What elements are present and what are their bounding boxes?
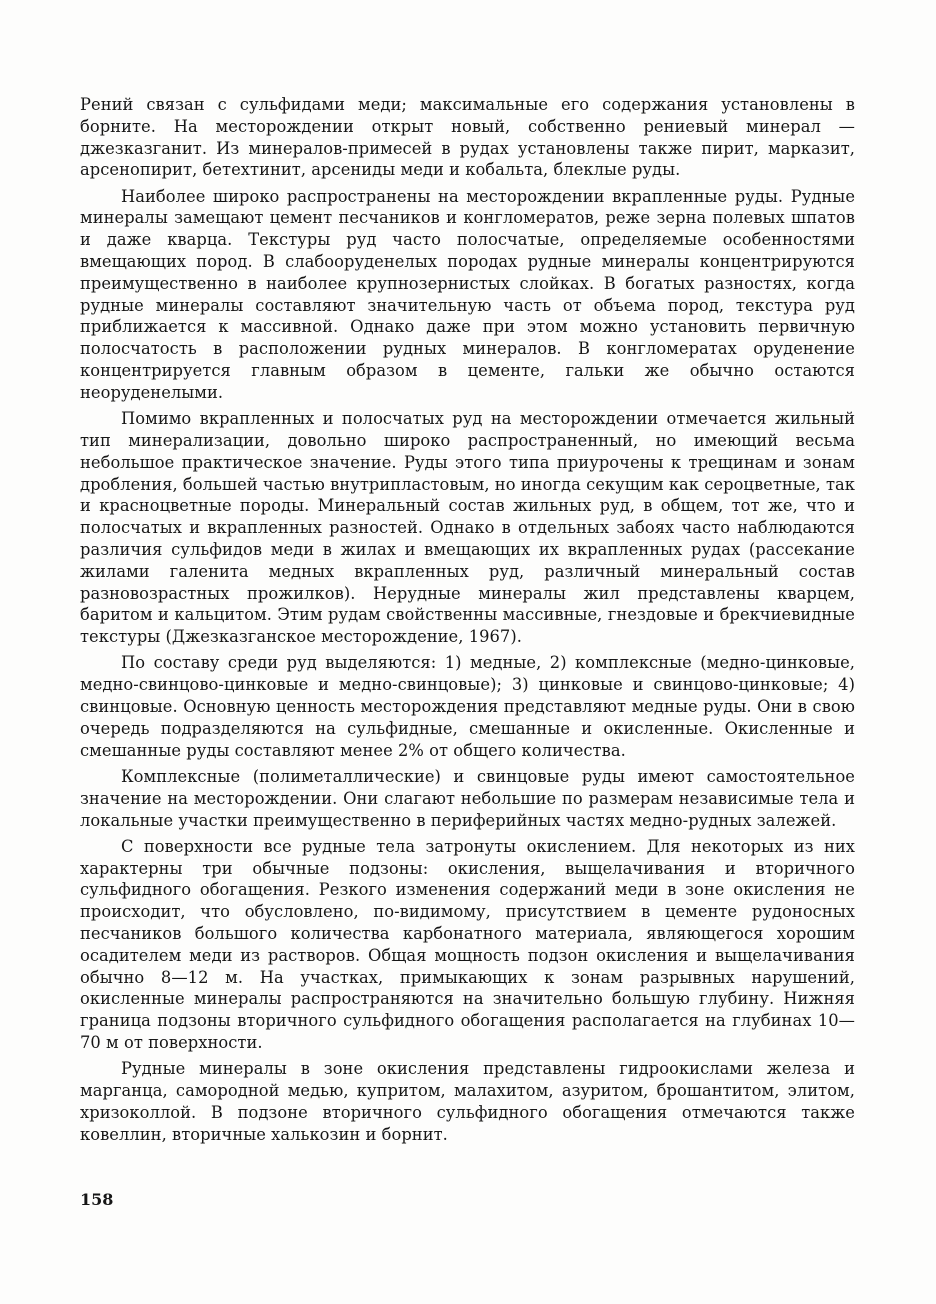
paragraph-2: Наиболее широко распространены на месторождении вкрапленные руды. Рудные минералы замещают цемент песчаников и конгломератов, реже зерна полевых шпатов и даже кварца. Текстуры руд часто полосчатые, определяемые особенностями вмещающих пород. В слабооруденелых породах рудные минералы концентрируются преимущественно в наиболее крупнозернистых слойках. В богатых разностях, когда рудные минералы составляют значительную часть от объема пород, текстура руд приближается к массивной. Однако даже при этом можно установить первичную полосчатость в расположении рудных минералов. В конгломератах оруденение концентрируется главным образом в цементе, гальки же обычно остаются неоруденелыми. <box>80 186 855 402</box>
paragraph-1: Рений связан с сульфидами меди; максимальные его содержания установлены в борните. На месторождении открыт новый, собственно рениевый минерал — джезказганит. Из минералов-примесей в рудах установлены также пирит, марказит, арсенопирит, бетехтинит, арсениды меди и кобальта, блеклые руды. <box>80 95 855 180</box>
paragraph-7: Рудные минералы в зоне окисления представлены гидроокислами железа и марганца, самородной медью, купритом, малахитом, азуритом, брошантитом, элитом, хризоколлой. В подзоне вторичного сульфидного обогащения отмечаются также ковеллин, вторичные халькозин и борнит. <box>80 1059 855 1144</box>
page-number: 158 <box>80 1190 114 1209</box>
paragraph-5: Комплексные (полиметаллические) и свинцовые руды имеют самостоятельное значение на месторождении. Они слагают небольшие по размерам независимые тела и локальные участки преимущественно в периферийных частях медно-рудных залежей. <box>80 766 855 830</box>
body-text <box>80 94 855 1150</box>
paragraph-4: По составу среди руд выделяются: 1) медные, 2) комплексные (медно-цинковые, медно-свинцово-цинковые и медно-свинцовые); 3) цинковые и свинцово-цинковые; 4) свинцовые. Основную ценность месторождения представляют медные руды. Они в свою очередь подразделяются на сульфидные, смешанные и окисленные. Окисленные и смешанные руды составляют менее 2% от общего количества. <box>80 653 855 760</box>
paragraph-6: С поверхности все рудные тела затронуты окислением. Для некоторых из них характерны три обычные подзоны: окисления, выщелачивания и вторичного сульфидного обогащения. Резкого изменения содержаний меди в зоне окисления не происходит, что обусловлено, по-видимому, присутствием в цементе рудоносных песчаников большого количества карбонатного материала, являющегося хорошим осадителем меди из растворов. Общая мощность подзон окисления и выщелачивания обычно 8—12 м. На участках, примыкающих к зонам разрывных нарушений, окисленные минералы распространяются на значительно большую глубину. Нижняя граница подзоны вторичного сульфидного обогащения располагается на глубинах 10—70 м от поверхности. <box>80 836 855 1052</box>
paragraph-3: Помимо вкрапленных и полосчатых руд на месторождении отмечается жильный тип минерализации, довольно широко распространенный, но имеющий весьма небольшое практическое значение. Руды этого типа приурочены к трещинам и зонам дробления, большей частью внутрипластовым, но иногда секущим как сероцветные, так и красноцветные породы. Минеральный состав жильных руд, в общем, тот же, что и полосчатых и вкрапленных разностей. Однако в отдельных забоях часто наблюдаются различия сульфидов меди в жилах и вмещающих их вкрапленных рудах (рассекание жилами галенита медных вкрапленных руд, различный минеральный состав разновозрастных прожилков). Нерудные минералы жил представлены кварцем, баритом и кальцитом. Этим рудам свойственны массивные, гнездовые и брекчиевидные текстуры (Джезказганское месторождение, 1967). <box>80 409 855 647</box>
